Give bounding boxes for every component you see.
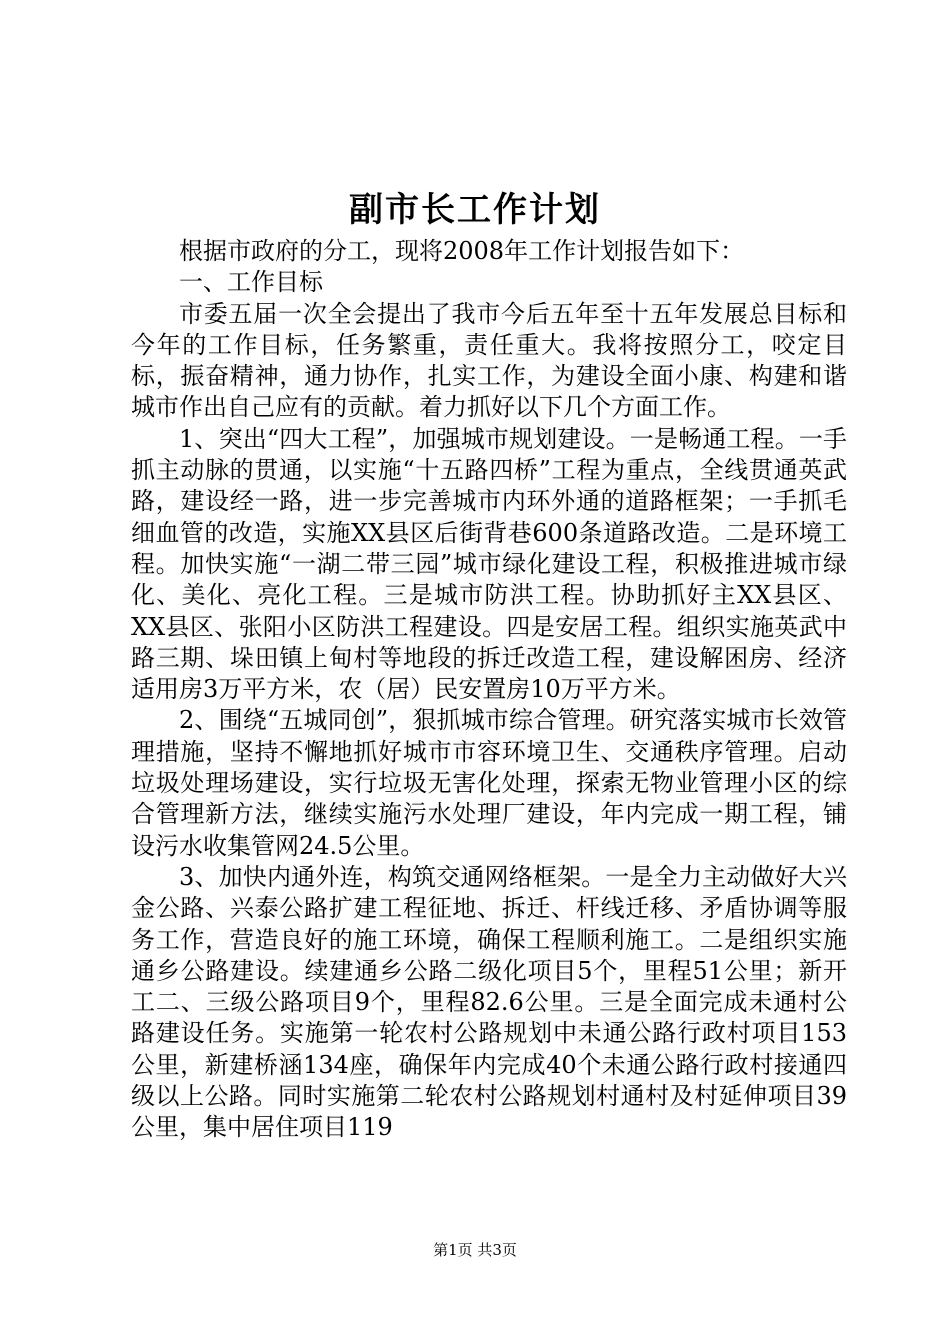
paragraph-goals: 市委五届一次全会提出了我市今后五年至十五年发展总目标和今年的工作目标，任务繁重，责任重大。我将按照分工，咬定目标，振奋精神，通力协作，扎实工作，为建设全面小康、构建和谐城市作出自己应有的贡献。着力抓好以下几个方面工作。: [131, 299, 847, 422]
section-heading: 一、工作目标: [179, 268, 323, 297]
document-title: 副市长工作计划: [349, 190, 601, 230]
document-body: [131, 236, 847, 1144]
paragraph-item-1: 1、突出“四大工程”，加强城市规划建设。一是畅通工程。一手抓主动脉的贯通，以实施“十五路四桥”工程为重点，全线贯通英武路，建设经一路，进一步完善城市内环外通的道路框架；一手抓毛细血管的改造，实施XX县区后街背巷600条道路改造。二是环境工程。加快实施“一湖二带三园”城市绿化建设工程，积极推进城市绿化、美化、亮化工程。三是城市防洪工程。协助抓好主XX县区、XX县区、张阳小区防洪工程建设。四是安居工程。组织实施英武中路三期、垛田镇上甸村等地段的拆迁改造工程，建设解困房、经济适用房3万平方米，农（居）民安置房10万平方米。: [131, 424, 847, 704]
page-footer: 第1页 共3页: [433, 1241, 517, 1259]
paragraph-item-3: 3、加快内通外连，构筑交通网络框架。一是全力主动做好大兴金公路、兴泰公路扩建工程征地、拆迁、杆线迁移、矛盾协调等服务工作，营造良好的施工环境，确保工程顺利施工。二是组织实施通乡公路建设。续建通乡公路二级化项目5个，里程51公里；新开工二、三级公路项目9个，里程82.6公里。三是全面完成未通村公路建设任务。实施第一轮农村公路规划中未通公路行政村项目153公里，新建桥涵134座，确保年内完成40个未通公路行政村接通四级以上公路。同时实施第二轮农村公路规划村通村及村延伸项目39公里，集中居住项目119: [131, 862, 847, 1142]
paragraph-item-2: 2、围绕“五城同创”，狠抓城市综合管理。研究落实城市长效管理措施，坚持不懈地抓好城市市容环境卫生、交通秩序管理。启动垃圾处理场建设，实行垃圾无害化处理，探索无物业管理小区的综合管理新方法，继续实施污水处理厂建设，年内完成一期工程，铺设污水收集管网24.5公里。: [131, 706, 847, 860]
paragraph-intro: 根据市政府的分工，现将2008年工作计划报告如下：: [179, 237, 745, 265]
